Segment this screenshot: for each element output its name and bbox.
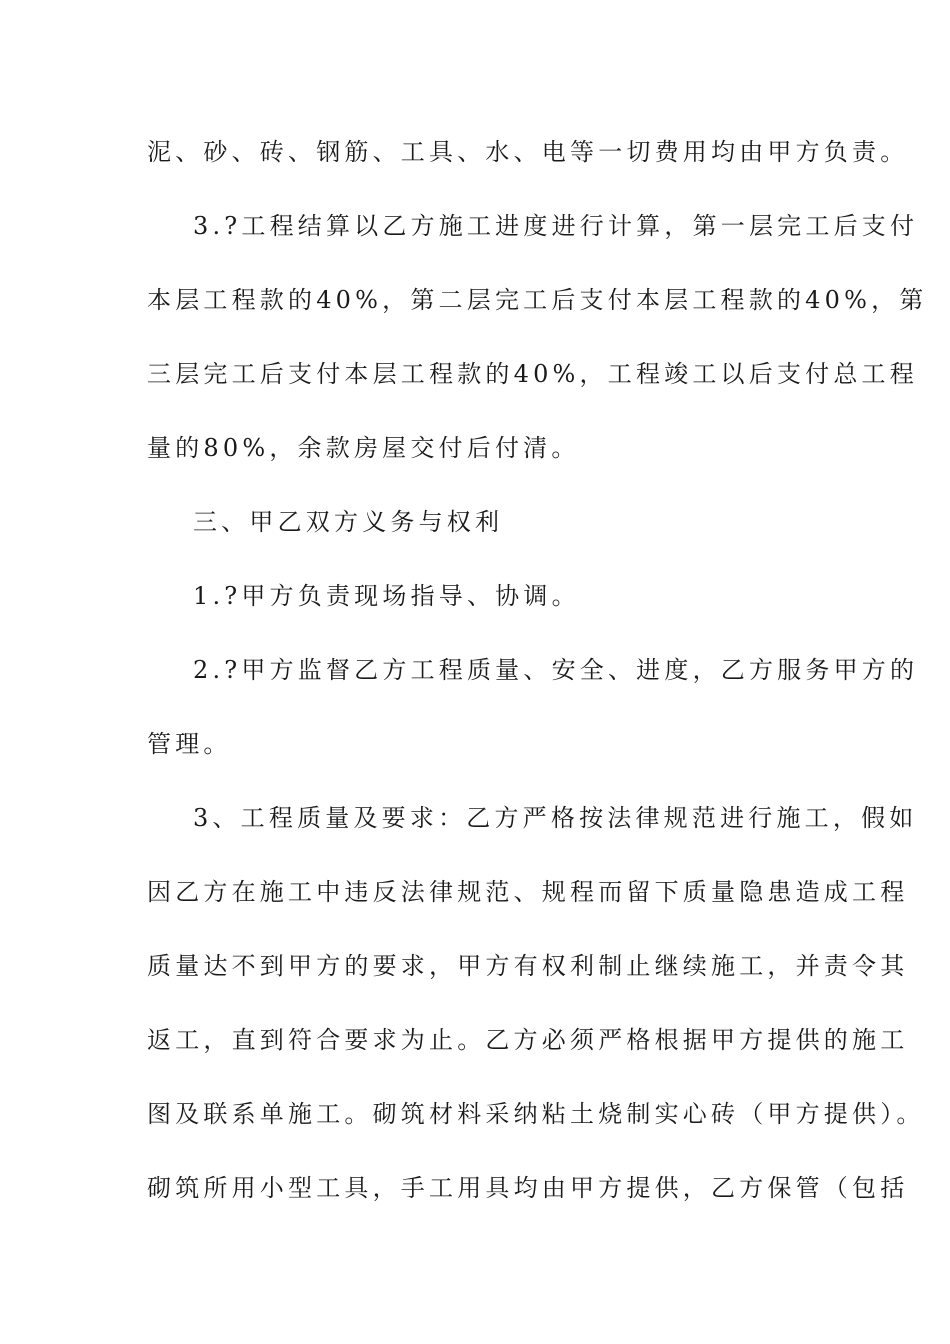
- text-line: 因乙方在施工中违反法律规范、规程而留下质量隐患造成工程: [147, 878, 909, 906]
- text-line: 返工，直到符合要求为止。乙方必须严格根据甲方提供的施工: [147, 1026, 909, 1054]
- text-line: 砌筑所用小型工具，手工用具均由甲方提供，乙方保管（包括: [147, 1174, 909, 1202]
- text-line: 本层工程款的40%，第二层完工后支付本层工程款的40%，第: [147, 286, 928, 314]
- text-line: 图及联系单施工。砌筑材料采纳粘土烧制实心砖（甲方提供）。: [147, 1100, 925, 1128]
- text-line: 2.?甲方监督乙方工程质量、安全、进度，乙方服务甲方的: [193, 656, 919, 684]
- text-line: 3.?工程结算以乙方施工进度进行计算，第一层完工后支付: [193, 212, 919, 240]
- text-line: 量的80%，余款房屋交付后付清。: [147, 434, 580, 462]
- text-line: 三层完工后支付本层工程款的40%，工程竣工以后支付总工程: [147, 360, 918, 388]
- text-line: 3、工程质量及要求：乙方严格按法律规范进行施工，假如: [193, 804, 918, 832]
- text-line: 泥、砂、砖、钢筋、工具、水、电等一切费用均由甲方负责。: [147, 138, 909, 166]
- section-heading: 三、甲乙双方义务与权利: [193, 508, 504, 536]
- text-line: 1.?甲方负责现场指导、协调。: [193, 582, 580, 610]
- text-line: 质量达不到甲方的要求，甲方有权利制止继续施工，并责令其: [147, 952, 909, 980]
- text-line: 管理。: [147, 730, 232, 758]
